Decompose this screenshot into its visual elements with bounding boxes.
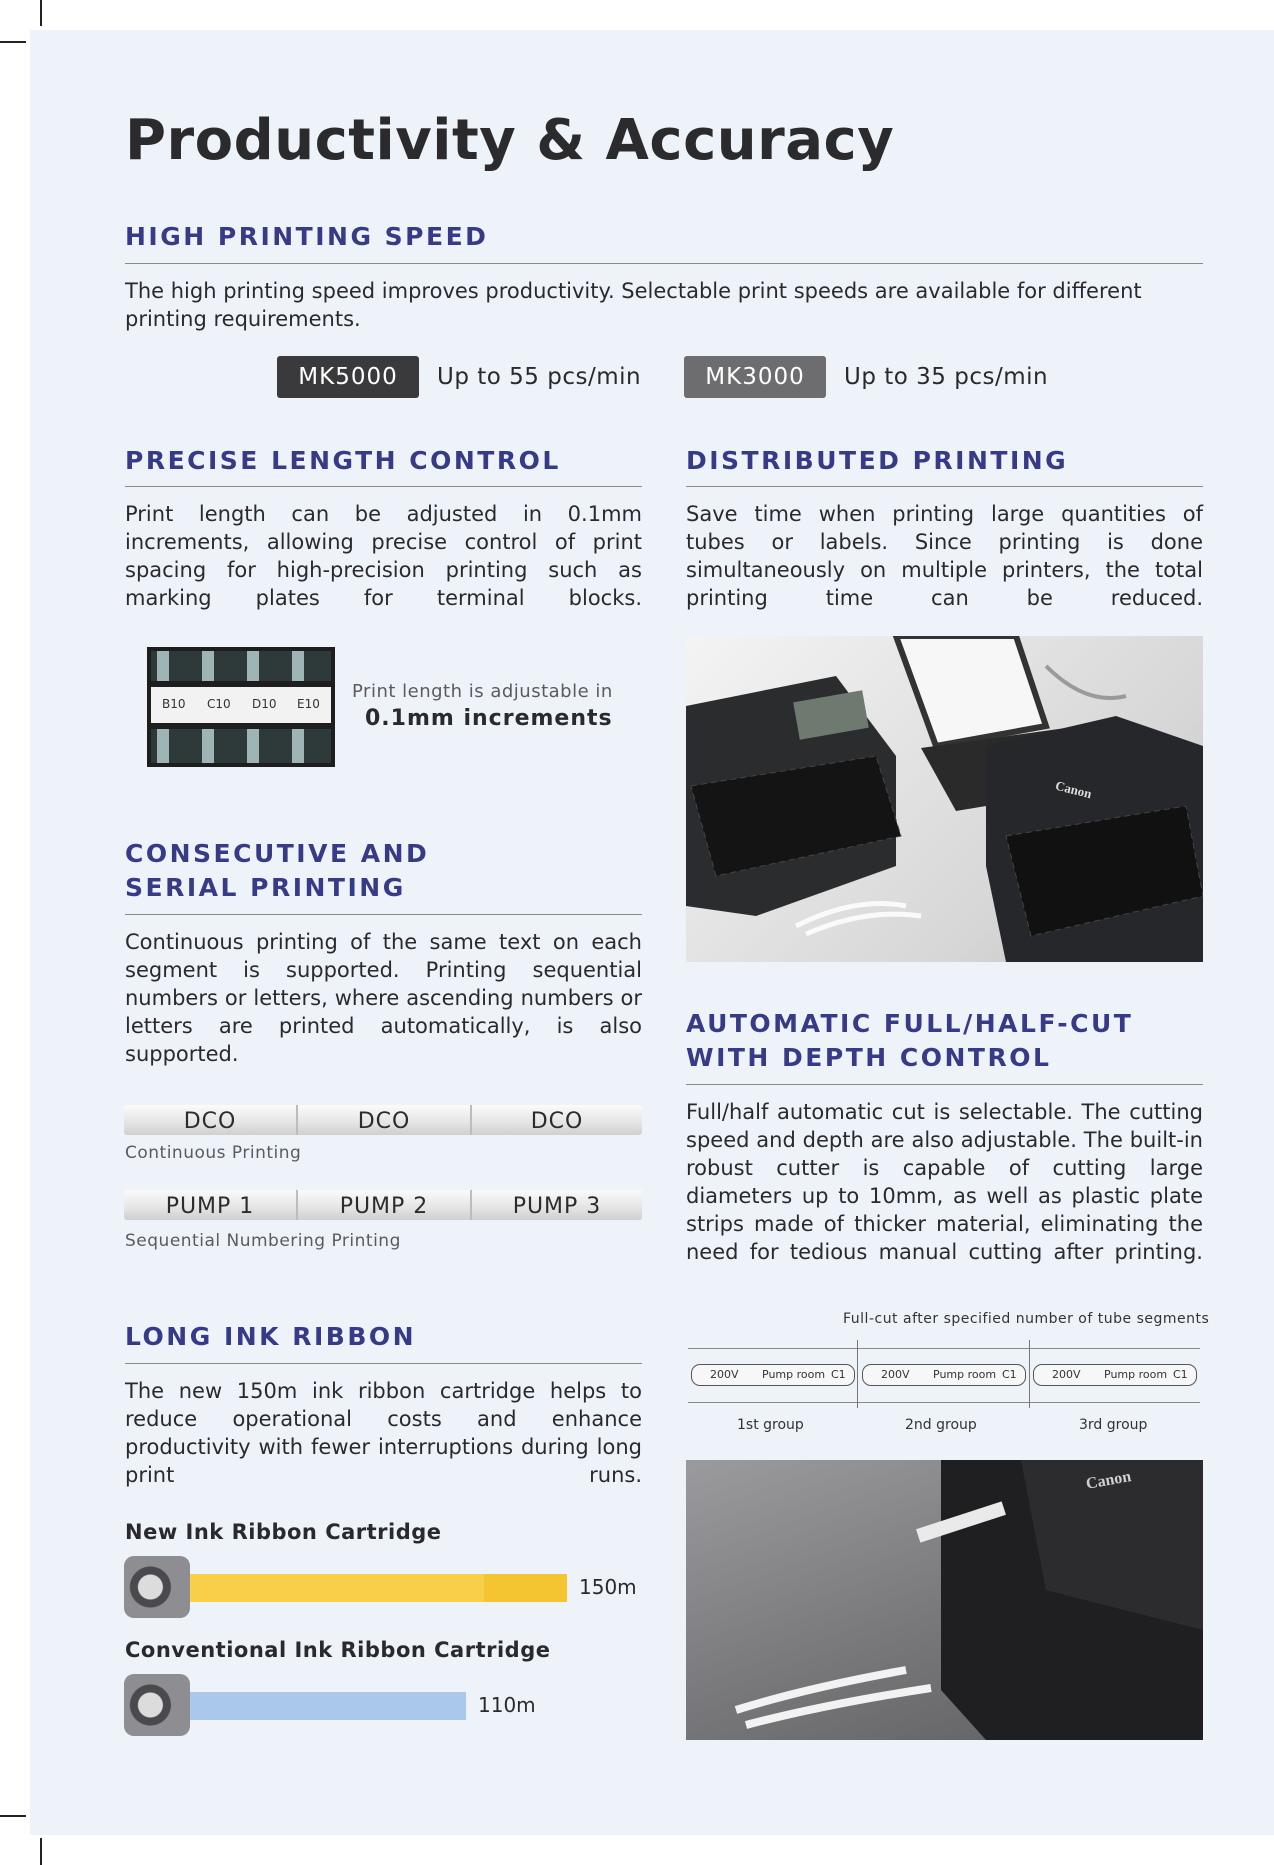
tube-1-text-room: Pump room [762,1368,826,1381]
page-title: Productivity & Accuracy [125,108,895,173]
ribbon-length-bar [190,1574,567,1602]
plate-label-c10: C10 [207,697,231,711]
sequential-printing-strip [124,1190,642,1220]
terminal-block-plate-image [147,647,335,767]
tube-3-text-voltage: 200V [1052,1368,1081,1381]
consecutive-rule [125,914,642,915]
continuous-segment-1: DCO [183,1109,237,1134]
plate-bottom-row [151,729,331,763]
crop-mark-top-vertical [40,0,42,26]
tube-3-text-room: Pump room [1104,1368,1168,1381]
ink-ribbon-cartridge-icon [124,1556,190,1618]
distributed-rule [686,486,1203,487]
distributed-printing-photo [686,636,1203,962]
crop-mark-bottom-horizontal [0,1815,26,1817]
cut-diagram-caption: Full-cut after specified number of tube segments [843,1311,1210,1327]
plate-label-d10: D10 [252,697,277,711]
plate-label-row [151,687,331,723]
autocut-heading-line1: AUTOMATIC FULL/HALF-CUT [686,1009,1134,1038]
consecutive-heading-line1: CONSECUTIVE AND [125,839,430,868]
ribbon-bar-label: Conventional Ink Ribbon Cartridge [125,1638,551,1662]
precise-caption-line1: Print length is adjustable in [352,681,613,702]
tube-2-text-voltage: 200V [881,1368,910,1381]
tube-1-text-voltage: 200V [710,1368,739,1381]
autocut-rule [686,1084,1203,1085]
crop-mark-top-horizontal [0,41,26,43]
consecutive-body: Continuous printing of the same text on each segment is supported. Printing sequential numbers or letters, where ascending numbers or letters are printed automatically, is also supported. [125,930,642,1066]
precise-body: Print length can be adjusted in 0.1mm increments, allowing precise control of print spacing for high-precision printing such as marking plates for terminal blocks. [125,502,642,610]
ribbon-length-value: 150m [579,1575,637,1599]
plate-label-b10: B10 [162,697,186,711]
canon-logo: Canon [1053,777,1094,802]
ribbon-body: The new 150m ink ribbon cartridge helps to reduce operational costs and enhance productivity with fewer interruptions during long print runs. [125,1379,642,1487]
tube-2-text-c1: C1 [1002,1368,1017,1381]
high-speed-rule [125,263,1203,264]
precise-caption-line2: 0.1mm increments [365,706,613,731]
ribbon-rule [125,1363,642,1364]
cut-marker [857,1340,858,1408]
cut-marker [1029,1340,1030,1408]
distributed-body: Save time when printing large quantities of tubes or labels. Since printing is done simultaneously on multiple printers, the total printing time can be reduced. [686,502,1203,610]
mk5000-speed: Up to 55 pcs/min [437,364,642,390]
continuous-segment-3: DCO [530,1109,584,1134]
crop-mark-bottom-vertical [40,1838,42,1865]
group-3-label: 3rd group [1079,1417,1148,1433]
high-speed-heading: HIGH PRINTING SPEED [125,222,489,251]
continuous-printing-strip [124,1105,642,1135]
auto-cut-photo [686,1460,1203,1740]
mk3000-speed: Up to 35 pcs/min [844,364,1049,390]
mk3000-badge: MK3000 [684,356,826,398]
high-speed-body: The high printing speed improves productivity. Selectable print speeds are available for different printing requirements. [125,279,1142,331]
sequential-caption: Sequential Numbering Printing [125,1231,401,1251]
sequential-segment-1: PUMP 1 [165,1194,255,1219]
ink-ribbon-cartridge-icon [124,1674,190,1736]
cutter-illustration [686,1460,1203,1740]
autocut-body: Full/half automatic cut is selectable. The cutting speed and depth are also adjustable. The built-in robust cutter is capable of cutting large diameters up to 10mm, as well as plastic plate strips made of thicker material, eliminating the need for tedious manual cutting after printing. [686,1100,1203,1264]
continuous-segment-2: DCO [357,1109,411,1134]
ribbon-heading: LONG INK RIBBON [125,1322,417,1351]
cut-diagram-bottom-line [688,1402,1200,1403]
distributed-heading: DISTRIBUTED PRINTING [686,446,1069,475]
sequential-segment-2: PUMP 2 [339,1194,429,1219]
tube-3-text-c1: C1 [1173,1368,1188,1381]
autocut-heading-line2: WITH DEPTH CONTROL [686,1043,1052,1072]
precise-heading: PRECISE LENGTH CONTROL [125,446,561,475]
plate-label-e10: E10 [297,697,320,711]
plate-top-row [151,651,331,681]
continuous-caption: Continuous Printing [125,1143,302,1163]
cut-diagram-top-line [688,1348,1200,1349]
tube-2-text-room: Pump room [933,1368,997,1381]
tube-1-text-c1: C1 [831,1368,846,1381]
canon-logo: Canon [1084,1468,1133,1493]
printers-illustration [686,636,1203,962]
ribbon-length-value: 110m [478,1693,536,1717]
mk5000-badge: MK5000 [277,356,419,398]
ribbon-length-bar [190,1692,466,1720]
ribbon-bar-label: New Ink Ribbon Cartridge [125,1520,442,1544]
group-2-label: 2nd group [905,1417,977,1433]
precise-rule [125,486,642,487]
consecutive-heading-line2: SERIAL PRINTING [125,873,406,902]
sequential-segment-3: PUMP 3 [512,1194,602,1219]
group-1-label: 1st group [737,1417,804,1433]
